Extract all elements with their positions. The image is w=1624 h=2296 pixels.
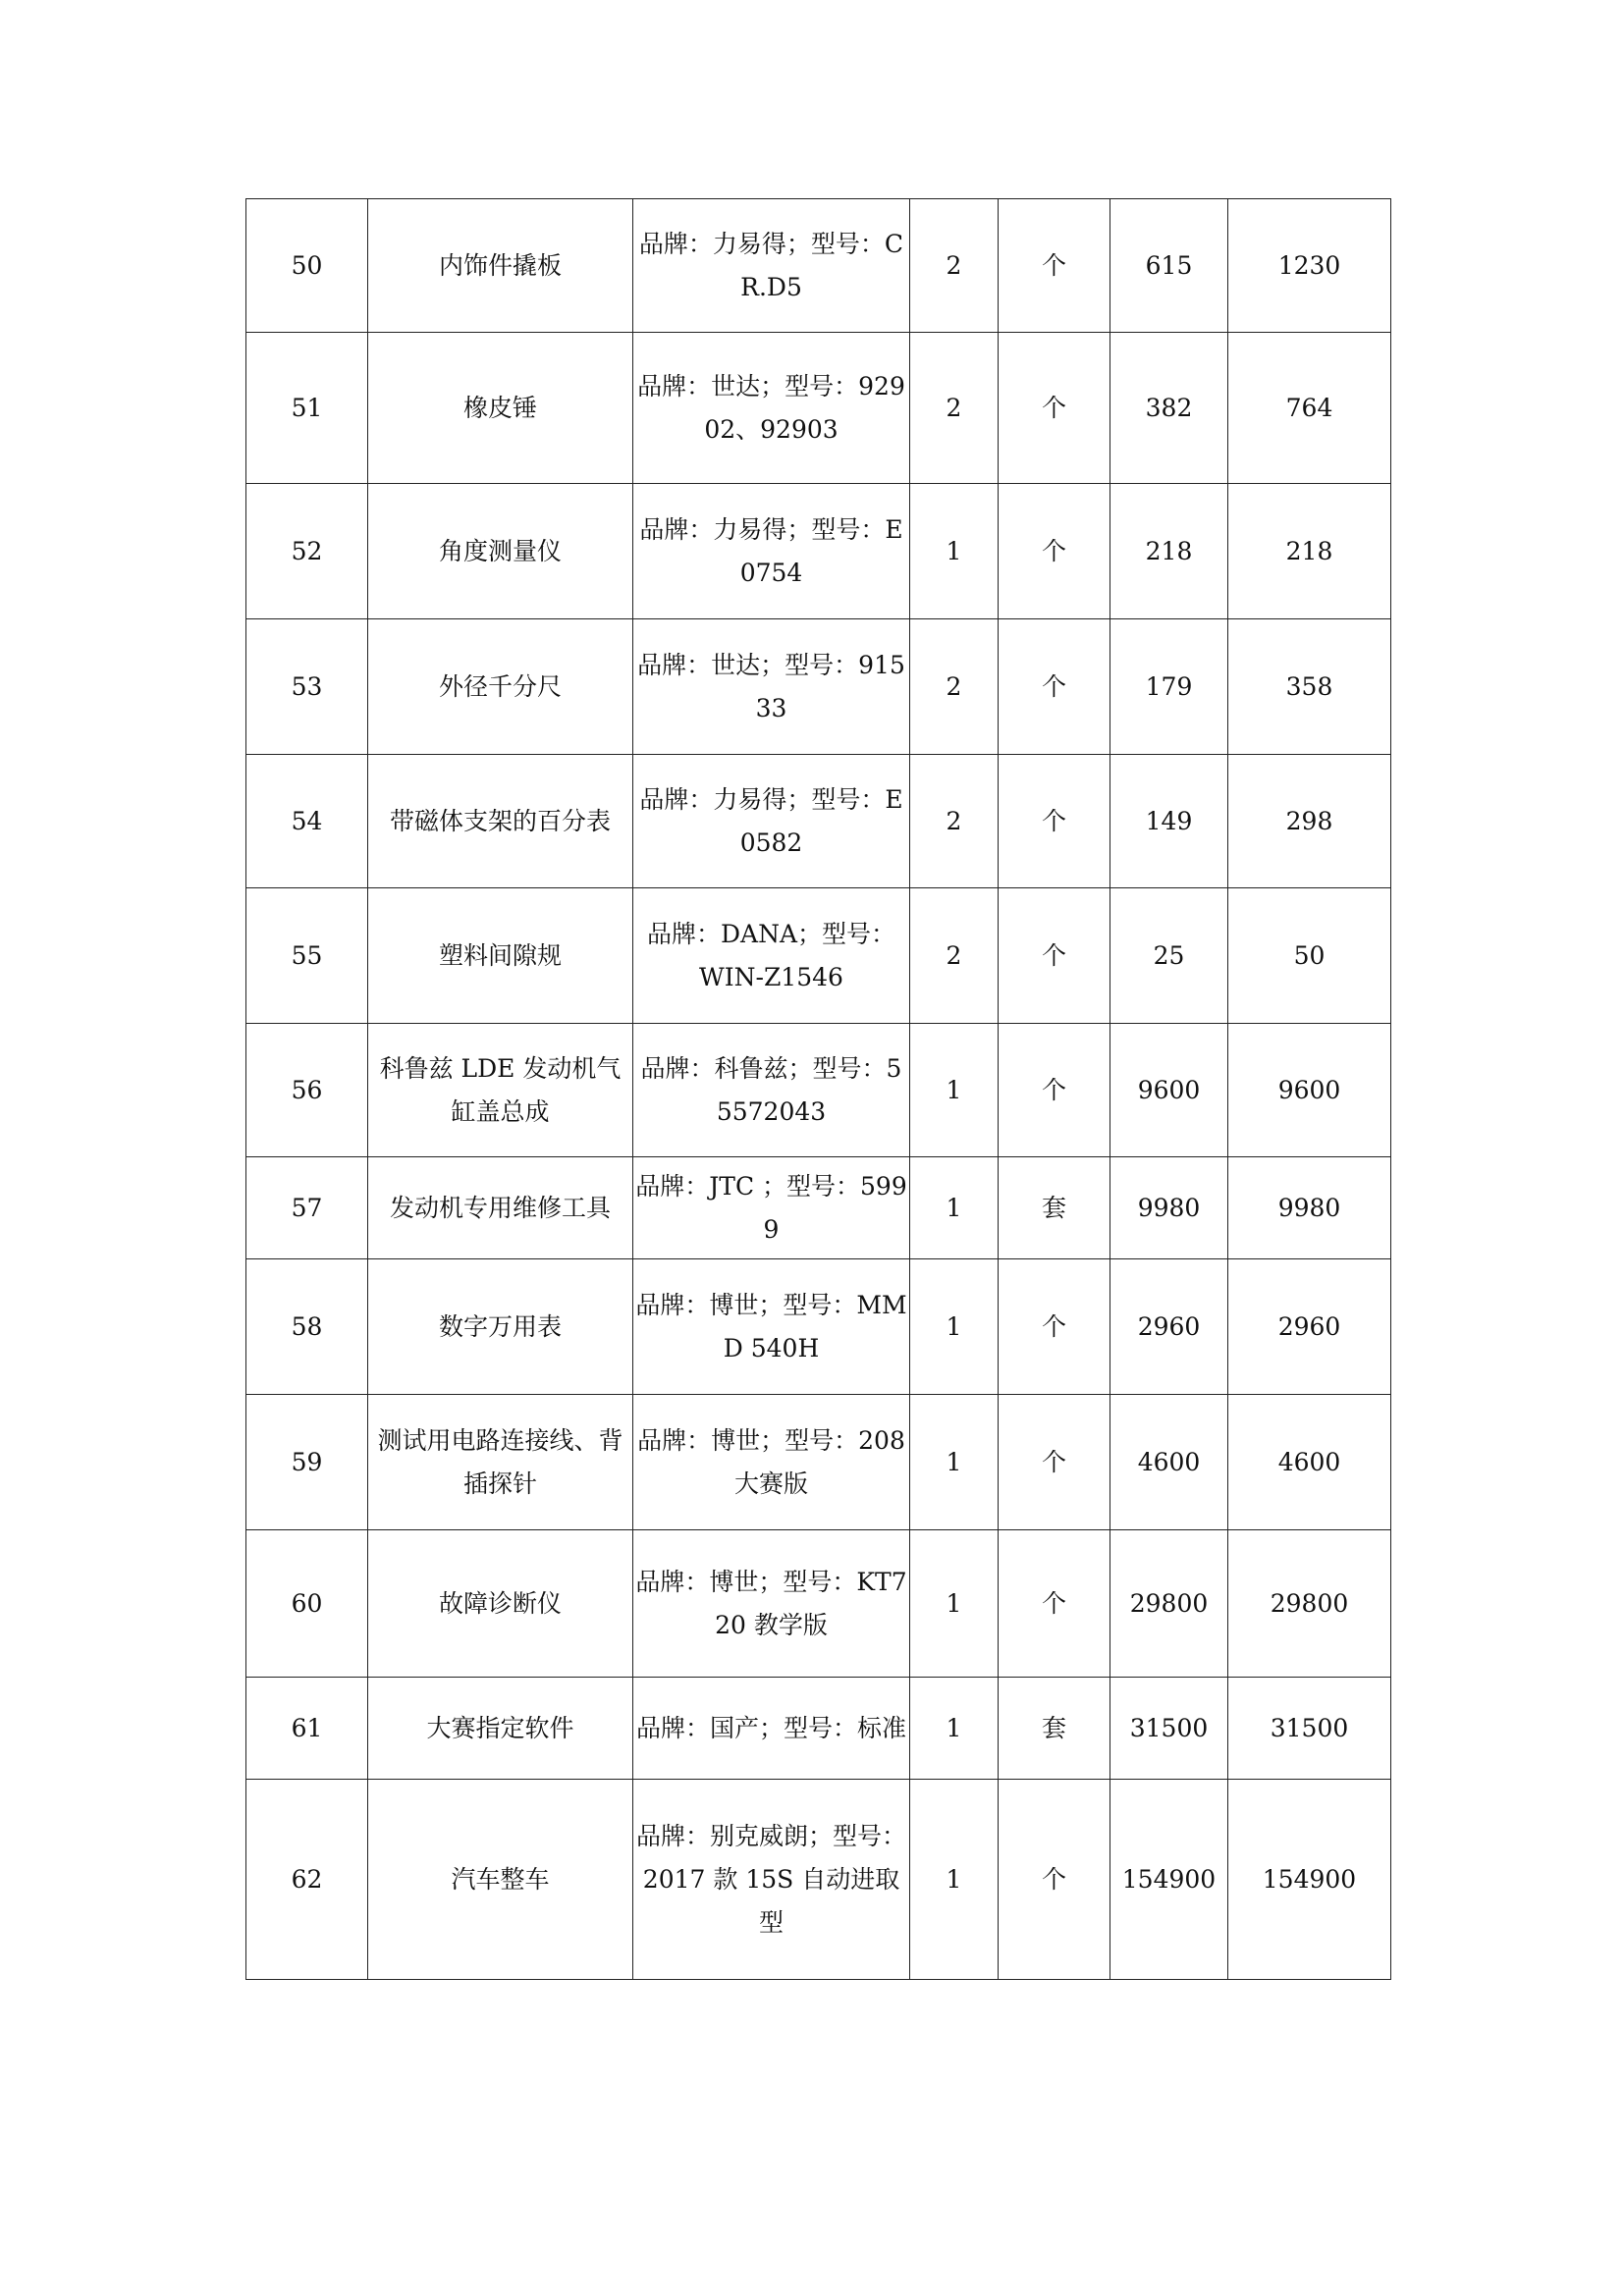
brand-model-cell: 品牌：世达；型号：91533 <box>633 619 910 755</box>
brand-model-cell: 品牌：世达；型号：92902、92903 <box>633 333 910 484</box>
quantity-cell: 2 <box>910 755 999 888</box>
total-price-cell: 218 <box>1228 484 1391 619</box>
unit-cell: 个 <box>999 888 1110 1024</box>
row-number-cell: 54 <box>246 755 368 888</box>
table-row <box>246 755 1391 888</box>
item-name-cell: 内饰件撬板 <box>368 199 633 333</box>
row-number-cell: 56 <box>246 1024 368 1157</box>
row-number-cell: 55 <box>246 888 368 1024</box>
table-row <box>246 1024 1391 1157</box>
row-number-cell: 52 <box>246 484 368 619</box>
item-name-cell: 带磁体支架的百分表 <box>368 755 633 888</box>
unit-cell: 套 <box>999 1678 1110 1780</box>
quantity-cell: 2 <box>910 333 999 484</box>
quantity-cell: 1 <box>910 484 999 619</box>
table-row <box>246 333 1391 484</box>
total-price-cell: 29800 <box>1228 1530 1391 1678</box>
total-price-cell: 764 <box>1228 333 1391 484</box>
quantity-cell: 1 <box>910 1259 999 1395</box>
table-row <box>246 1259 1391 1395</box>
row-number-cell: 61 <box>246 1678 368 1780</box>
item-name-cell: 外径千分尺 <box>368 619 633 755</box>
row-number-cell: 58 <box>246 1259 368 1395</box>
total-price-cell: 50 <box>1228 888 1391 1024</box>
brand-model-cell: 品牌：博世；型号：KT720 教学版 <box>633 1530 910 1678</box>
unit-price-cell: 4600 <box>1110 1395 1228 1530</box>
item-name-cell: 大赛指定软件 <box>368 1678 633 1780</box>
quantity-cell: 1 <box>910 1157 999 1259</box>
table-row <box>246 1678 1391 1780</box>
quantity-cell: 1 <box>910 1024 999 1157</box>
brand-model-cell: 品牌：博世；型号：208 大赛版 <box>633 1395 910 1530</box>
item-name-cell: 故障诊断仪 <box>368 1530 633 1678</box>
quantity-cell: 2 <box>910 199 999 333</box>
unit-price-cell: 25 <box>1110 888 1228 1024</box>
unit-cell: 个 <box>999 755 1110 888</box>
item-name-cell: 数字万用表 <box>368 1259 633 1395</box>
unit-cell: 个 <box>999 1530 1110 1678</box>
item-name-cell: 塑料间隙规 <box>368 888 633 1024</box>
row-number-cell: 60 <box>246 1530 368 1678</box>
unit-price-cell: 218 <box>1110 484 1228 619</box>
brand-model-cell: 品牌：博世；型号：MMD 540H <box>633 1259 910 1395</box>
table-row <box>246 1780 1391 1980</box>
table-row <box>246 1530 1391 1678</box>
row-number-cell: 57 <box>246 1157 368 1259</box>
unit-price-cell: 31500 <box>1110 1678 1228 1780</box>
unit-price-cell: 2960 <box>1110 1259 1228 1395</box>
item-name-cell: 发动机专用维修工具 <box>368 1157 633 1259</box>
total-price-cell: 9980 <box>1228 1157 1391 1259</box>
unit-cell: 套 <box>999 1157 1110 1259</box>
quantity-cell: 1 <box>910 1530 999 1678</box>
table-body <box>246 199 1391 1980</box>
total-price-cell: 9600 <box>1228 1024 1391 1157</box>
total-price-cell: 4600 <box>1228 1395 1391 1530</box>
unit-price-cell: 179 <box>1110 619 1228 755</box>
table-row <box>246 619 1391 755</box>
brand-model-cell: 品牌：别克威朗；型号：2017 款 15S 自动进取型 <box>633 1780 910 1980</box>
brand-model-cell: 品牌：JTC ；型号：5999 <box>633 1157 910 1259</box>
brand-model-cell: 品牌：科鲁兹；型号：55572043 <box>633 1024 910 1157</box>
equipment-table <box>245 198 1391 1980</box>
unit-price-cell: 9980 <box>1110 1157 1228 1259</box>
table-row <box>246 888 1391 1024</box>
unit-cell: 个 <box>999 484 1110 619</box>
unit-cell: 个 <box>999 1780 1110 1980</box>
total-price-cell: 31500 <box>1228 1678 1391 1780</box>
total-price-cell: 298 <box>1228 755 1391 888</box>
brand-model-cell: 品牌：国产；型号：标准 <box>633 1678 910 1780</box>
item-name-cell: 橡皮锤 <box>368 333 633 484</box>
item-name-cell: 测试用电路连接线、背插探针 <box>368 1395 633 1530</box>
row-number-cell: 51 <box>246 333 368 484</box>
table-row <box>246 484 1391 619</box>
unit-cell: 个 <box>999 1024 1110 1157</box>
total-price-cell: 1230 <box>1228 199 1391 333</box>
item-name-cell: 科鲁兹 LDE 发动机气缸盖总成 <box>368 1024 633 1157</box>
unit-cell: 个 <box>999 1259 1110 1395</box>
item-name-cell: 角度测量仪 <box>368 484 633 619</box>
unit-price-cell: 154900 <box>1110 1780 1228 1980</box>
row-number-cell: 53 <box>246 619 368 755</box>
brand-model-cell: 品牌：DANA；型号：WIN-Z1546 <box>633 888 910 1024</box>
unit-cell: 个 <box>999 333 1110 484</box>
quantity-cell: 1 <box>910 1678 999 1780</box>
brand-model-cell: 品牌：力易得；型号：CR.D5 <box>633 199 910 333</box>
quantity-cell: 2 <box>910 619 999 755</box>
unit-cell: 个 <box>999 1395 1110 1530</box>
total-price-cell: 358 <box>1228 619 1391 755</box>
table-row <box>246 199 1391 333</box>
unit-price-cell: 382 <box>1110 333 1228 484</box>
quantity-cell: 1 <box>910 1395 999 1530</box>
unit-price-cell: 29800 <box>1110 1530 1228 1678</box>
unit-cell: 个 <box>999 619 1110 755</box>
unit-price-cell: 149 <box>1110 755 1228 888</box>
quantity-cell: 1 <box>910 1780 999 1980</box>
row-number-cell: 59 <box>246 1395 368 1530</box>
unit-cell: 个 <box>999 199 1110 333</box>
quantity-cell: 2 <box>910 888 999 1024</box>
row-number-cell: 50 <box>246 199 368 333</box>
table-row <box>246 1157 1391 1259</box>
brand-model-cell: 品牌：力易得；型号：E0582 <box>633 755 910 888</box>
total-price-cell: 2960 <box>1228 1259 1391 1395</box>
brand-model-cell: 品牌：力易得；型号：E0754 <box>633 484 910 619</box>
table-row <box>246 1395 1391 1530</box>
total-price-cell: 154900 <box>1228 1780 1391 1980</box>
unit-price-cell: 9600 <box>1110 1024 1228 1157</box>
row-number-cell: 62 <box>246 1780 368 1980</box>
item-name-cell: 汽车整车 <box>368 1780 633 1980</box>
unit-price-cell: 615 <box>1110 199 1228 333</box>
